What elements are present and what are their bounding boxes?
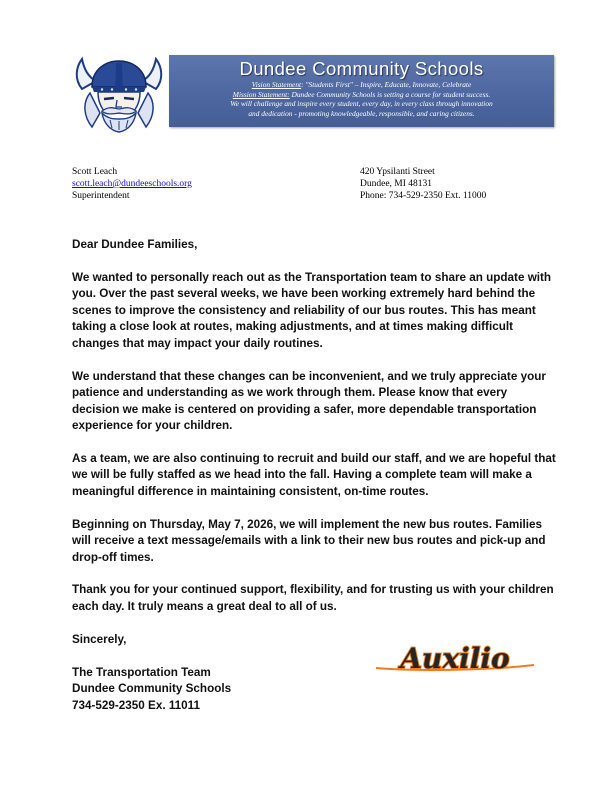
- address-city: Dundee, MI 48131: [360, 178, 433, 189]
- mission-text: Dundee Community Schools is setting a course for student success.: [289, 89, 491, 99]
- paragraph-4: [72, 517, 550, 567]
- viking-mascot-logo: [72, 53, 166, 133]
- paragraph-line: taking a close look at routes, making adjustments, and at times making difficult: [72, 320, 513, 334]
- banner-title: Dundee Community Schools: [239, 58, 484, 79]
- vision-text: : "Students First" – Inspire, Educate, Innovate, Celebrate: [301, 80, 472, 89]
- greeting: Dear Dundee Families,: [72, 238, 198, 251]
- paragraph-line: patience and understanding as we work through them. Please know that every: [72, 386, 508, 400]
- address-street: 420 Ypsilanti Street: [360, 167, 435, 177]
- signature-team: The Transportation Team: [72, 665, 211, 679]
- closing: Sincerely,: [72, 632, 127, 646]
- paragraph-line: drop-off times.: [72, 550, 154, 564]
- mission-statement: [169, 90, 554, 100]
- signature-org: Dundee Community Schools: [72, 682, 232, 696]
- paragraph-line: decision we make is centered on providing a safer, more dependable transportation: [72, 402, 537, 416]
- paragraph-line: meaningful difference in maintaining consistent, on-time routes.: [72, 484, 429, 498]
- sender-title: Superintendent: [72, 190, 130, 201]
- paragraph-line: As a team, we are also continuing to recruit and build our staff, and we are hopeful that: [72, 451, 556, 465]
- mission-label: Mission Statement:: [232, 89, 290, 99]
- auxilio-logo: [372, 641, 538, 681]
- paragraph-2: [72, 369, 550, 435]
- paragraph-line: experience for your children.: [72, 419, 233, 433]
- mission-line-3: and dedication - promoting knowledgeable, responsible, and caring citizens.: [248, 108, 475, 118]
- address-block: [360, 167, 486, 202]
- paragraph-line: scenes to improve the consistency and reliability of our bus routes. This has meant: [72, 303, 536, 317]
- paragraph-line: each day. It truly means a great deal to all of us.: [72, 599, 337, 613]
- vision-statement: [169, 80, 554, 90]
- paragraph-line: We wanted to personally reach out as the Transportation team to share an update with: [72, 270, 552, 284]
- auxilio-logo-text: Auxilio: [400, 642, 510, 675]
- signature-phone: 734-529-2350 Ex. 11011: [72, 698, 201, 712]
- paragraph-line: changes that may impact your daily routines.: [72, 336, 323, 350]
- school-banner: [169, 55, 554, 127]
- paragraph-line: will receive a text message/emails with a link to their new bus routes and pick-up and: [72, 534, 546, 548]
- sender-block: [72, 167, 192, 202]
- paragraph-line: Thank you for your continued support, flexibility, and for trusting us with your children: [72, 583, 554, 597]
- paragraph-1: [72, 270, 550, 353]
- address-phone: Phone: 734-529-2350 Ext. 11000: [360, 190, 487, 201]
- paragraph-line: Beginning on Thursday, May 7, 2026, we will implement the new bus routes. Families: [72, 517, 542, 531]
- sender-name: Scott Leach: [72, 167, 118, 177]
- paragraph-line: We understand that these changes can be inconvenient, and we truly appreciate your: [72, 369, 546, 383]
- paragraph-3: [72, 451, 556, 501]
- paragraph-5: [72, 582, 554, 615]
- sender-email-link[interactable]: scott.leach@dundeeschools.org: [72, 178, 192, 189]
- vision-label: Vision Statement: [251, 80, 302, 89]
- mission-line-2: We will challenge and inspire every student, every day, in every class through innovation: [230, 99, 493, 109]
- paragraph-line: you. Over the past several weeks, we have been working extremely hard behind the: [72, 287, 536, 301]
- paragraph-line: we will be fully staffed as we head into the fall. Having a complete team will make a: [72, 468, 532, 482]
